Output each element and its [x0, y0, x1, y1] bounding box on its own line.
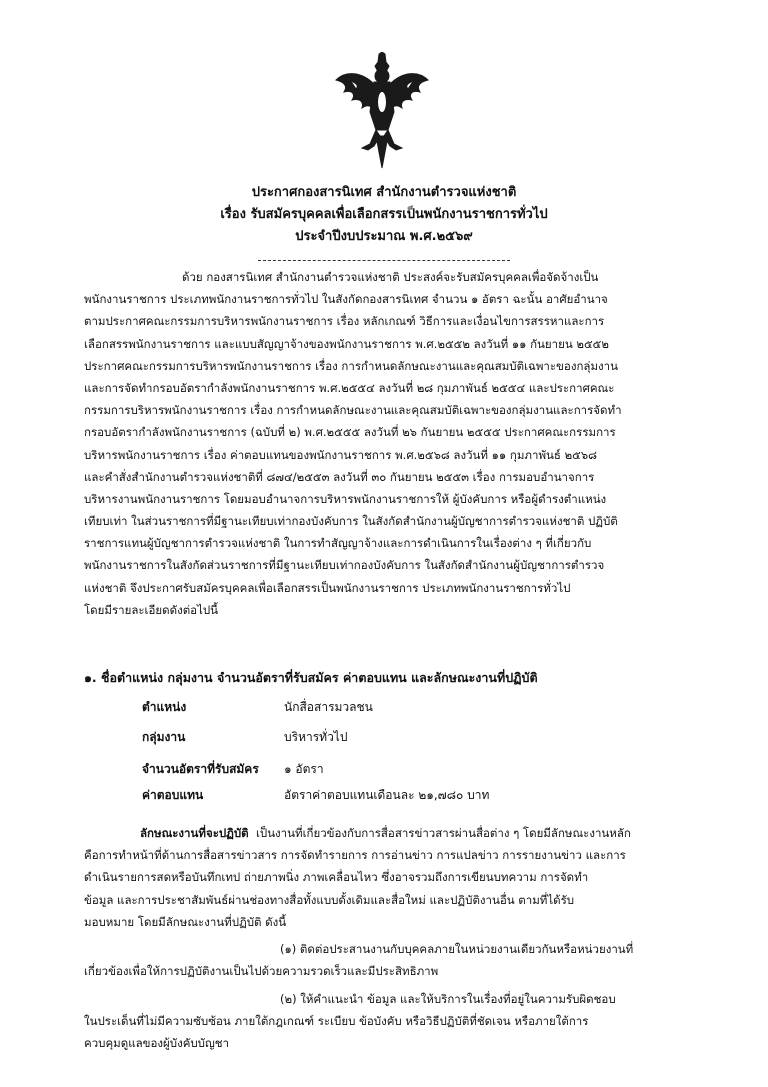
duty-item-line: ควบคุมดูแลของผู้บังคับบัญชา [84, 1036, 230, 1051]
header-line-3: ประจำปีงบประมาณ พ.ศ.๒๕๖๙ [295, 229, 473, 244]
intro-line: กรอบอัตรากำลังพนักงานราชการ (ฉบับที่ ๒) พ.ศ.๒๕๕๕ ลงวันที่ ๒๖ กันยายน ๒๕๕๕ ประกาศคณะกรรมการ [84, 425, 616, 440]
duty-item-1 [84, 938, 684, 982]
duties-first-line [84, 822, 684, 844]
header-line-1: ประกาศกองสารนิเทศ สำนักงานตำรวจแห่งชาติ [251, 185, 517, 200]
duties-line: มอบหมาย โดยมีลักษณะงานที่ปฏิบัติ ดังนี้ [84, 914, 287, 929]
duty-item-line: (๒) ให้คำแนะนำ ข้อมูล และให้บริการในเรื่องที่อยู่ในความรับผิดชอบ [280, 992, 616, 1006]
position-value: นักสื่อสารมวลชน [284, 700, 373, 714]
intro-line: และคำสั่งสำนักงานตำรวจแห่งชาติที่ ๘๗๔/๒๕๕๓ ลงวันที่ ๓๐ กันยายน ๒๕๕๓ เรื่อง การมอบอำนาจการ [84, 469, 595, 484]
position-label: ตำแหน่ง [142, 700, 187, 714]
duty-item-2 [84, 988, 684, 1055]
header-line-2: เรื่อง รับสมัครบุคคลเพื่อเลือกสรรเป็นพนักงานราชการทั่วไป [220, 207, 548, 222]
intro-line: เลือกสรรพนักงานราชการ และแบบสัญญาจ้างของพนักงานราชการ พ.ศ.๒๕๕๒ ลงวันที่ ๑๑ กันยายน ๒๕๕๒ [84, 336, 609, 351]
intro-line: โดยมีรายละเอียดดังต่อไปนี้ [84, 602, 219, 617]
quota-label: จำนวนอัตราที่รับสมัคร [142, 762, 259, 776]
pay-value: อัตราค่าตอบแทนเดือนละ ๒๑,๗๘๐ บาท [284, 788, 490, 802]
intro-line: ประกาศคณะกรรมการบริหารพนักงานราชการ เรื่อง การกำหนดลักษณะงานและคุณสมบัติเฉพาะของกลุ่มงาน [84, 358, 618, 373]
intro-line: เทียบเท่า ในส่วนราชการที่มีฐานะเทียบเท่ากองบังคับการ ในสังกัดสำนักงานผู้บัญชาการตำรวจแห่งชาติ ปฏิบัติ [84, 514, 618, 529]
intro-line: กรรมการบริหารพนักงานราชการ เรื่อง การกำหนดลักษณะงานและคุณสมบัติเฉพาะของกลุ่มงานและการจัดทำ [84, 403, 622, 418]
duty-item-line: เกี่ยวข้องเพื่อให้การปฏิบัติงานเป็นไปด้วยความรวดเร็วและมีประสิทธิภาพ [84, 964, 439, 979]
intro-line: แห่งชาติ จึงประกาศรับสมัครบุคคลเพื่อเลือกสรรเป็นพนักงานราชการ ประเภทพนักงานราชการทั่วไป [84, 580, 571, 595]
duties-line: ดำเนินรายการสดหรือบันทึกเทป ถ่ายภาพนิ่ง ภาพเคลื่อนไหว ซึ่งอาจรวมถึงการเขียนบทความ การจัดทำ [84, 870, 589, 885]
duty-item-line: ในประเด็นที่ไม่มีความซับซ้อน ภายใต้กฎเกณฑ์ ระเบียบ ข้อบังคับ หรือวิธีปฏิบัติที่ชัดเจน หรือภายใต้การ [84, 1014, 589, 1029]
intro-line: พนักงานราชการ ประเภทพนักงานราชการทั่วไป ในสังกัดกองสารนิเทศ จำนวน ๑ อัตรา ฉะนั้น อาศัยอำนาจ [84, 292, 608, 307]
duty-item-line: (๑) ติดต่อประสานงานกับบุคคลภายในหน่วยงานเดียวกันหรือหน่วยงานที่ [280, 942, 634, 956]
intro-line: ราชการแทนผู้บัญชาการตำรวจแห่งชาติ ในการทำสัญญาจ้างและการดำเนินการในเรื่องต่าง ๆ ที่เกี่ยวกับ [84, 536, 592, 551]
section-1-title: ๑. ชื่อตำแหน่ง กลุ่มงาน จำนวนอัตราที่รับสมัคร ค่าตอบแทน และลักษณะงานที่ปฏิบัติ [84, 670, 538, 685]
intro-line: พนักงานราชการในสังกัดส่วนราชการที่มีฐานะเทียบเท่ากองบังคับการ ในสังกัดสำนักงานผู้บัญชาการตำรวจ [84, 558, 605, 573]
duties-line: คือการทำหน้าที่ด้านการสื่อสารข่าวสาร การจัดทำรายการ การอ่านข่าว การแปลข่าว การรายงานข่าว และการ [84, 848, 626, 863]
intro-line: บริหารงานพนักงานราชการ โดยมอบอำนาจการบริหารพนักงานราชการให้ ผู้บังคับการ หรือผู้ดำรงตำแหน่ง [84, 491, 607, 506]
intro-paragraph [84, 266, 684, 621]
duties-label: ลักษณะงานที่จะปฏิบัติ [140, 826, 249, 840]
duties-line: ข้อมูล และการประชาสัมพันธ์ผ่านช่องทางสื่อทั้งแบบดั้งเดิมและสื่อใหม่ และปฏิบัติงานอื่น ตามที่ได้รับ [84, 892, 575, 907]
intro-line: ด้วย กองสารนิเทศ สำนักงานตำรวจแห่งชาติ ประสงค์จะรับสมัครบุคคลเพื่อจัดจ้างเป็น [182, 270, 599, 284]
intro-line: และการจัดทำกรอบอัตรากำลังพนักงานราชการ พ.ศ.๒๕๕๔ ลงวันที่ ๒๘ กุมภาพันธ์ ๒๕๕๔ และประกาศคณะ [84, 380, 615, 395]
intro-line: บริหารพนักงานราชการ เรื่อง ค่าตอบแทนของพนักงานราชการ พ.ศ.๒๕๖๘ ลงวันที่ ๑๑ กุมภาพันธ์ ๒๕๖๘ [84, 447, 598, 462]
group-label: กลุ่มงาน [142, 730, 186, 744]
header-separator [258, 260, 510, 261]
intro-line: ตามประกาศคณะกรรมการบริหารพนักงานราชการ เรื่อง หลักเกณฑ์ วิธีการและเงื่อนไขการสรรหาและการ [84, 314, 605, 329]
duties-paragraph [84, 822, 684, 933]
garuda-emblem-icon [332, 52, 432, 170]
group-value: บริหารทั่วไป [284, 730, 348, 744]
pay-label: ค่าตอบแทน [142, 788, 204, 802]
quota-value: ๑ อัตรา [284, 762, 324, 776]
duties-text: เป็นงานที่เกี่ยวข้องกับการสื่อสารข่าวสารผ่านสื่อต่าง ๆ โดยมีลักษณะงานหลัก [255, 826, 631, 840]
